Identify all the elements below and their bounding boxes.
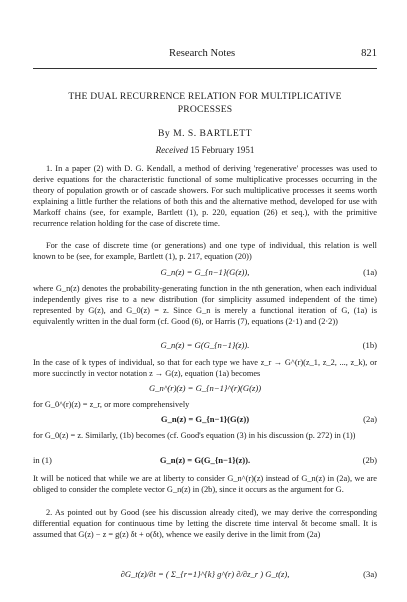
- equation-2b-math: G_n(z) = G(G_{n−1}(z)).: [159, 455, 251, 465]
- equation-1a: [33, 267, 377, 279]
- equation-3a: [33, 569, 377, 593]
- equation-3a-label: (3a): [363, 569, 377, 579]
- received-label: Received: [155, 145, 189, 155]
- equation-2a: [33, 414, 377, 426]
- equation-1b: [33, 340, 377, 352]
- journal-section-title: Research Notes: [169, 48, 236, 59]
- equation-2a-math: G_n(z) = G_{n−1}(G(z)): [160, 414, 250, 424]
- article-title-line-2: PROCESSES: [177, 104, 233, 115]
- equation-2b-label: (2b): [362, 455, 377, 465]
- header-rule: [33, 68, 377, 69]
- paragraph-6: for G_0(z) = z. Similarly, (1b) becomes (cf. Good's equation (3) in his discussion (p. 272) in (1)): [33, 431, 356, 440]
- running-header: [33, 48, 377, 64]
- paragraph-3: where G_n(z) denotes the probability-generating function in the nth generation, when each individual independently gives rise to a new distribution (for simplicity assumed independent of the time) represented by G(z), and G_0(z) = z. Since G_n is merely a functional iteration of G, (1a) is equivalently written in the dual form (cf. Good (6), or Harris (7), equations (2·1) and (2·2)): [33, 284, 377, 327]
- equation-vector-math: G_n^(r)(z) = G_{n−1}^(r)(G(z)): [148, 383, 262, 393]
- paragraph-7: It will be noticed that while we are at liberty to consider G_n^(r)(z) instead of G_n(z) in (2a), we are obliged to consider the complete vector G_n(z) in (2b), since it occurs as the argument for G.: [33, 474, 377, 495]
- equation-2b: [33, 455, 377, 467]
- article-title-line-1: THE DUAL RECURRENCE RELATION FOR MULTIPLICATIVE: [68, 91, 342, 102]
- equation-3a-math: ∂G_t(z)/∂t = ( Σ_{r=1}^{k} g^(r) ∂/∂z_r ) G_t(z),: [120, 569, 290, 579]
- page-number: 821: [361, 48, 377, 59]
- received-line: [33, 145, 377, 155]
- paragraph-2: For the case of discrete time (or generations) and one type of individual, this relation is well known to be (see, for example, Bartlett (1), p. 217, equation (20)): [33, 241, 377, 262]
- received-date: 15 February 1951: [190, 145, 255, 155]
- equation-1a-math: G_n(z) = G_{n−1}(G(z)),: [160, 267, 250, 277]
- equation-2a-label: (2a): [363, 414, 377, 424]
- paragraph-5: for G_0^(r)(z) = z_r, or more comprehensively: [33, 400, 190, 409]
- equation-1b-label: (1b): [362, 340, 377, 350]
- equation-vector: [33, 383, 377, 395]
- page: [33, 0, 377, 602]
- equation-2b-lead: in (1): [33, 455, 52, 465]
- paragraph-1: 1. In a paper (2) with D. G. Kendall, a method of deriving 'regenerative' processes was used to derive equations for the characteristic functional of some multiplicative processes occurring in the theory of population growth or of cascade showers. For such multiplicative processes it seems worth explaining a little further the relations of both this and the alternative method, developed for use with Markoff chains (see, for example, Bartlett (1), p. 220, equation (26) et seq.), with the primitive recurrence relation holding for the case of discrete time.: [33, 164, 377, 229]
- equation-1b-math: G_n(z) = G(G_{n−1}(z)).: [160, 340, 250, 350]
- article-title: [33, 90, 377, 116]
- equation-1a-label: (1a): [363, 267, 377, 277]
- author-line: By M. S. BARTLETT: [157, 128, 252, 139]
- paragraph-8: 2. As pointed out by Good (see his discussion already cited), we may derive the corresponding differential equation for continuous time by letting the discrete time interval δt become small. It is assumed that G(z) − z = g(z) δt + o(δt), whence we easily derive in the limit from (2a): [33, 508, 377, 540]
- paragraph-4: In the case of k types of individual, so that for each type we have z_r → G^(r)(z_1, z_2, ..., z_k), or more succinctly in vector notation z → G(z), equation (1a) becomes: [33, 358, 377, 379]
